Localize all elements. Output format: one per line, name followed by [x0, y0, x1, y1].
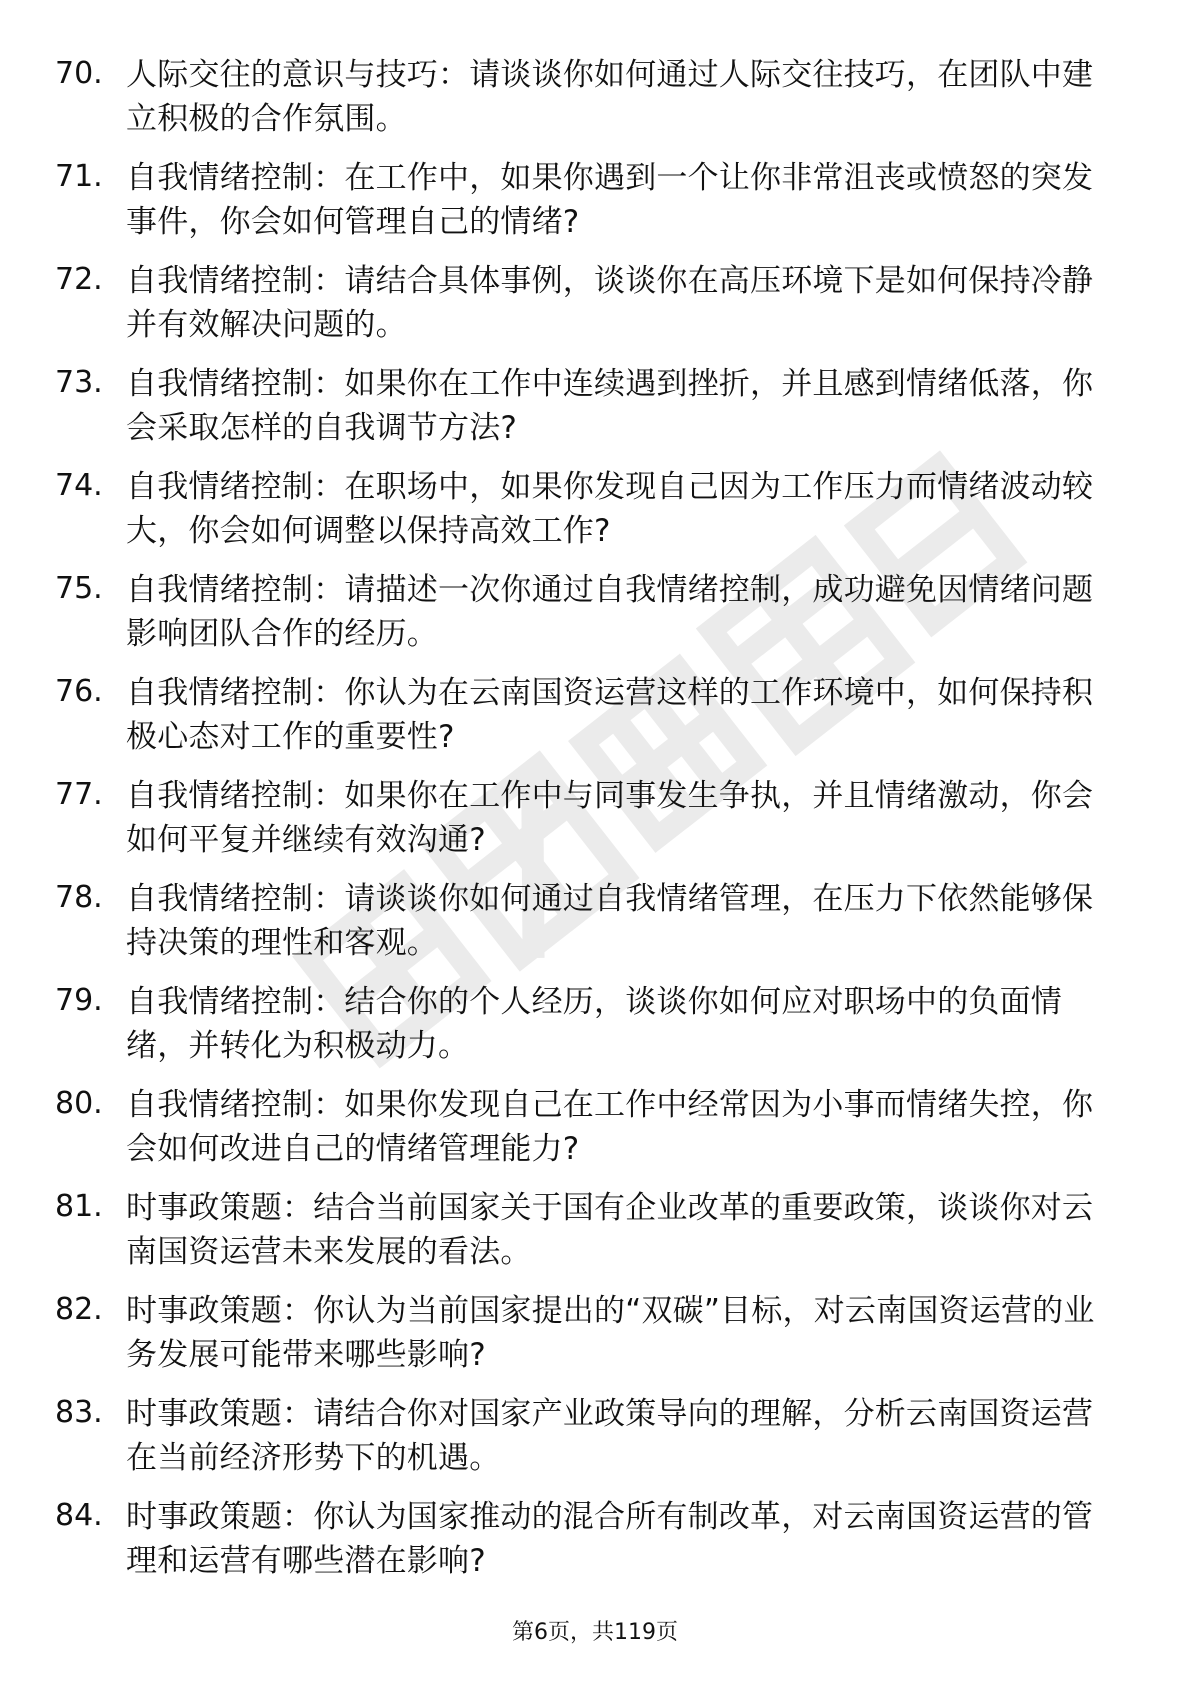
question-item-70 — [0, 50, 1190, 153]
question-text: 自我情绪控制：如果你在工作中连续遇到挫折，并且感到情绪低落，你会采取怎样的自我调节方法? — [126, 366, 1094, 446]
question-text: 自我情绪控制：请结合具体事例，谈谈你在高压环境下是如何保持冷静并有效解决问题的。 — [126, 263, 1094, 343]
question-item-80 — [0, 1080, 1190, 1183]
question-number: 77. — [55, 777, 103, 812]
question-text: 自我情绪控制：在工作中，如果你遇到一个让你非常沮丧或愤怒的突发事件，你会如何管理自己的情绪? — [126, 160, 1094, 240]
question-number: 71. — [55, 159, 103, 194]
question-text: 自我情绪控制：结合你的个人经历，谈谈你如何应对职场中的负面情绪，并转化为积极动力。 — [126, 984, 1062, 1064]
question-number: 73. — [55, 365, 103, 400]
question-number: 84. — [55, 1498, 103, 1533]
question-item-72 — [0, 256, 1190, 359]
question-item-71 — [0, 153, 1190, 256]
question-item-74 — [0, 462, 1190, 565]
question-item-82 — [0, 1286, 1190, 1389]
question-text: 时事政策题：你认为当前国家提出的“双碳”目标，对云南国资运营的业务发展可能带来哪些影响? — [126, 1293, 1095, 1373]
question-text: 自我情绪控制：请描述一次你通过自我情绪控制，成功避免因情绪问题影响团队合作的经历。 — [126, 572, 1094, 652]
question-list — [0, 50, 1190, 1595]
question-text: 自我情绪控制：在职场中，如果你发现自己因为工作压力而情绪波动较大，你会如何调整以保持高效工作? — [126, 469, 1094, 549]
question-text: 时事政策题：你认为国家推动的混合所有制改革，对云南国资运营的管理和运营有哪些潜在影响? — [126, 1499, 1094, 1579]
question-number: 81. — [55, 1189, 103, 1224]
question-number: 70. — [55, 56, 103, 91]
question-item-78 — [0, 874, 1190, 977]
question-number: 83. — [55, 1395, 103, 1430]
question-item-81 — [0, 1183, 1190, 1286]
question-text: 时事政策题：请结合你对国家产业政策导向的理解，分析云南国资运营在当前经济形势下的机遇。 — [126, 1396, 1094, 1476]
question-number: 78. — [55, 880, 103, 915]
question-number: 80. — [55, 1086, 103, 1121]
question-number: 76. — [55, 674, 103, 709]
question-text: 自我情绪控制：请谈谈你如何通过自我情绪管理，在压力下依然能够保持决策的理性和客观。 — [126, 881, 1094, 961]
question-number: 79. — [55, 983, 103, 1018]
question-text: 自我情绪控制：如果你在工作中与同事发生争执，并且情绪激动，你会如何平复并继续有效沟通? — [126, 778, 1094, 858]
question-item-75 — [0, 565, 1190, 668]
question-number: 72. — [55, 262, 103, 297]
question-item-84 — [0, 1492, 1190, 1595]
page-number-label: 第6页，共119页 — [512, 1620, 678, 1645]
question-text: 自我情绪控制：如果你发现自己在工作中经常因为小事而情绪失控，你会如何改进自己的情绪管理能力? — [126, 1087, 1094, 1167]
question-text: 人际交往的意识与技巧：请谈谈你如何通过人际交往技巧，在团队中建立积极的合作氛围。 — [126, 57, 1094, 137]
question-item-83 — [0, 1389, 1190, 1492]
question-item-77 — [0, 771, 1190, 874]
question-item-76 — [0, 668, 1190, 771]
question-number: 74. — [55, 468, 103, 503]
page-footer — [0, 1618, 1190, 1648]
question-item-79 — [0, 977, 1190, 1080]
question-text: 自我情绪控制：你认为在云南国资运营这样的工作环境中，如何保持积极心态对工作的重要性? — [126, 675, 1094, 755]
question-item-73 — [0, 359, 1190, 462]
question-text: 时事政策题：结合当前国家关于国有企业改革的重要政策，谈谈你对云南国资运营未来发展的看法。 — [126, 1190, 1094, 1270]
question-number: 82. — [55, 1292, 103, 1327]
question-number: 75. — [55, 571, 103, 606]
